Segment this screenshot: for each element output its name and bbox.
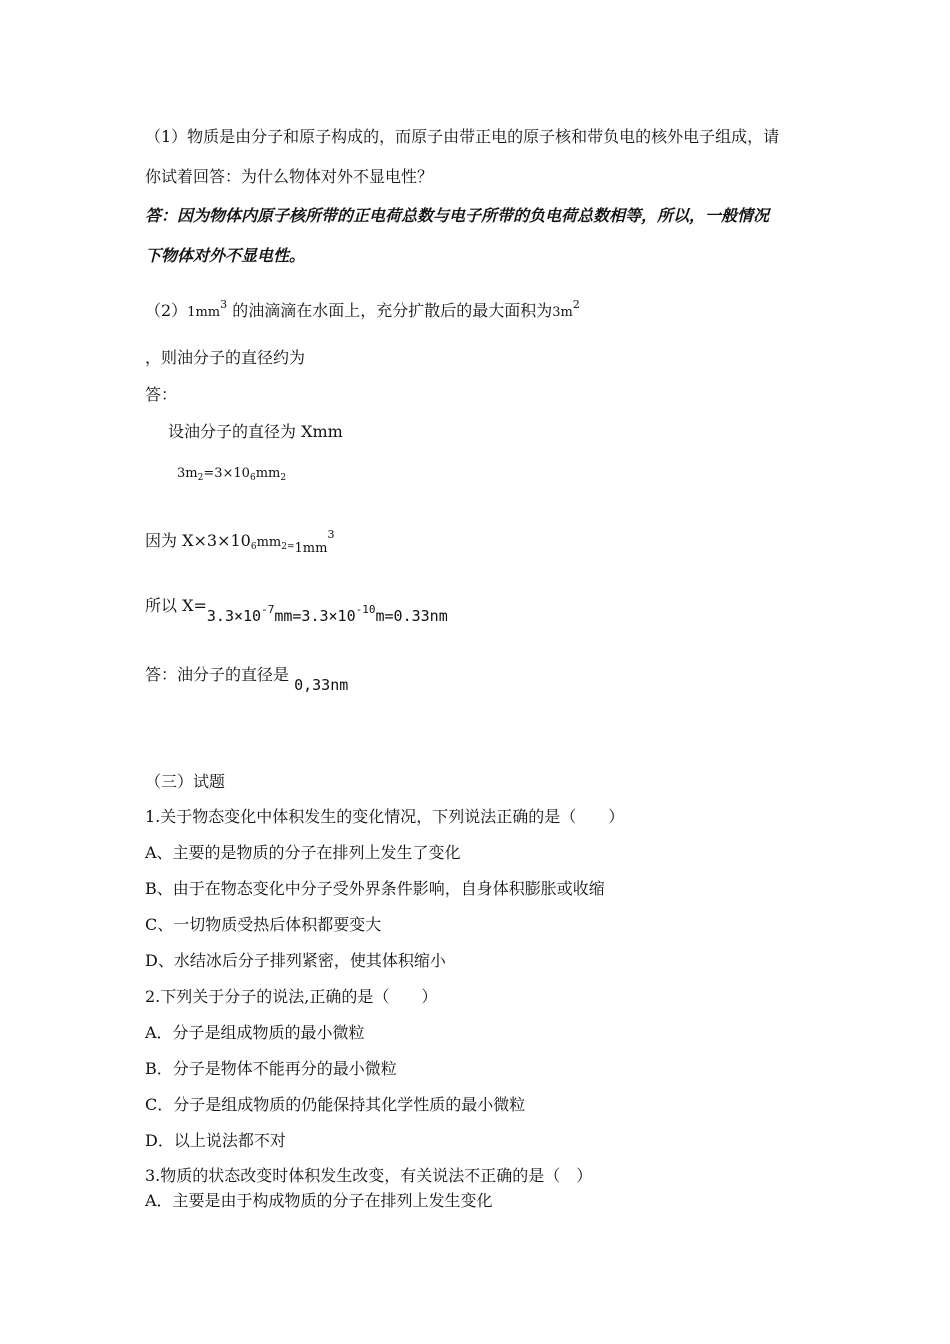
q2-step2-a: 3m [177, 466, 198, 481]
q2-question-line1 [145, 298, 580, 320]
test-q3: 3.物质的状态改变时体积发生改变，有关说法不正确的是（ ） [145, 1166, 593, 1185]
q2-step1: 设油分子的直径为 Xmm [168, 422, 343, 441]
q2-step4-c: mm=3.3×10 [274, 607, 356, 625]
q2-step3-sub2: 2= [281, 542, 295, 552]
q2-answer-label: 答： [145, 385, 178, 404]
q2-prefix: （2） [145, 301, 188, 320]
q2-step3-b: mm [256, 535, 282, 550]
q1-line2: 你试着回答：为什么物体对外不显电性？ [145, 167, 434, 186]
test-q1-option-a: A、主要的是物质的分子在排列上发生了变化 [145, 843, 461, 862]
test-q2-option-b: B．分子是物体不能再分的最小微粒 [145, 1059, 397, 1078]
q2-step3-a: 因为 X×3×10 [145, 531, 251, 550]
q2-step2-c: mm [255, 466, 281, 481]
q2-step4-exp2: -10 [355, 603, 376, 616]
test-q1-option-c: C、一切物质受热后体积都要变大 [145, 915, 382, 934]
test-q2-option-c: C．分子是组成物质的仍能保持其化学性质的最小微粒 [145, 1095, 526, 1114]
q2-step2-sub2: 6 [249, 473, 256, 483]
q1-answer-line1: 答：因为物体内原子核所带的正电荷总数与电子所带的负电荷总数相等，所以，一般情况 [145, 206, 770, 225]
q2-final-answer [145, 665, 349, 694]
q2-step3-exponent: 3 [327, 528, 335, 541]
section3-title: （三）试题 [145, 772, 226, 791]
q2-step2 [177, 466, 287, 483]
test-q2-option-a: A．分子是组成物质的最小微粒 [145, 1023, 365, 1042]
q2-volume-exponent: 3 [220, 298, 228, 311]
q2-step4-b: 3.3×10 [206, 607, 262, 625]
test-q1: 1.关于物态变化中体积发生的变化情况，下列说法正确的是（ ） [145, 807, 625, 826]
test-q1-option-b: B、由于在物态变化中分子受外界条件影响，自身体积膨胀或收缩 [145, 879, 605, 898]
q1-answer-line2: 下物体对外不显电性。 [145, 246, 306, 265]
q1-line1: （1）物质是由分子和原子构成的，而原子由带正电的原子核和带负电的核外电子组成，请 [145, 127, 780, 146]
q2-step4-a: 所以 X= [145, 596, 207, 615]
test-q2: 2.下列关于分子的说法,正确的是（ ） [145, 987, 438, 1006]
q2-step2-sub3: 2 [280, 473, 287, 483]
q2-final-a: 答：油分子的直径是 [145, 665, 295, 684]
q2-area-exponent: 2 [572, 298, 580, 311]
q2-mid-text: 的油滴滴在水面上，充分扩散后的最大面积为 [232, 301, 553, 320]
q2-step2-b: =3×10 [203, 466, 250, 481]
q2-step3-sub1: 6 [250, 542, 257, 552]
q2-step3-c: 1mm [294, 541, 328, 556]
q2-step3 [145, 528, 335, 556]
q2-question-line2: ，则油分子的直径约为 [145, 348, 306, 367]
test-q2-option-d: D．以上说法都不对 [145, 1131, 286, 1150]
q2-volume: 1mm [187, 305, 221, 320]
q2-final-b: 0,33nm [294, 676, 349, 694]
q2-area: 3m [552, 305, 573, 320]
q2-step4-exp1: -7 [261, 603, 275, 616]
q2-step4-d: m=0.33nm [375, 607, 448, 625]
test-q1-option-d: D、水结冰后分子排列紧密，使其体积缩小 [145, 951, 446, 970]
q2-step2-sub1: 2 [197, 473, 204, 483]
test-q3-option-a: A．主要是由于构成物质的分子在排列上发生变化 [145, 1191, 493, 1210]
